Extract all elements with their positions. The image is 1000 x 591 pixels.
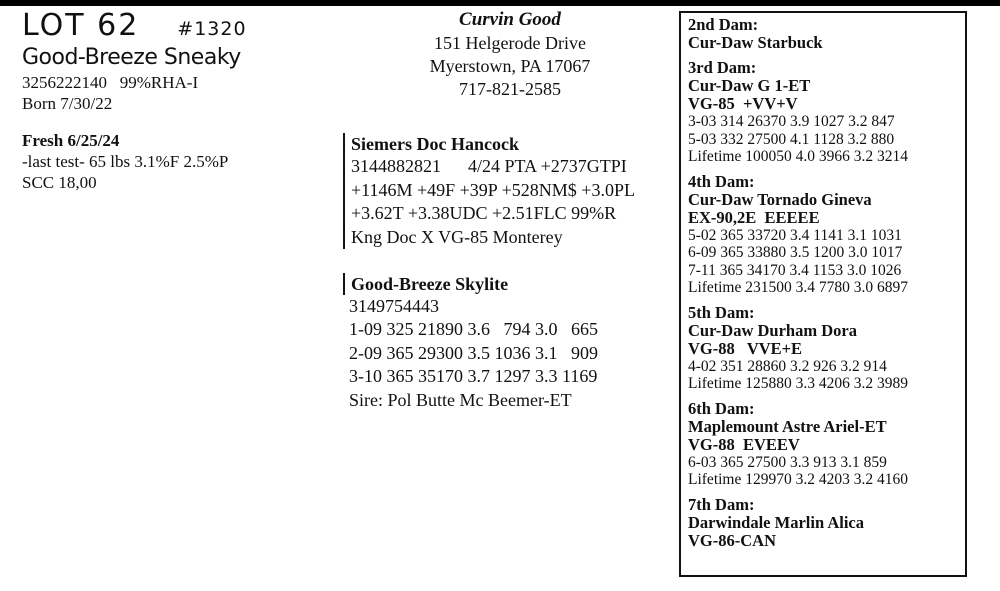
dam-registration: 3149754443	[349, 296, 439, 316]
pedigree-dam	[688, 496, 965, 550]
pedigree-dam	[688, 400, 965, 489]
pedigree-dam-label: 6th Dam:	[688, 398, 755, 418]
dam-sire: Sire: Pol Butte Mc Beemer-ET	[349, 390, 572, 410]
pedigree-dam-record: Lifetime 125880 3.3 4206 3.2 3989	[688, 375, 908, 392]
lot-header	[22, 10, 332, 193]
pedigree-dam-record: 5-03 332 27500 4.1 1128 3.2 880	[688, 130, 895, 148]
pedigree-dam-name: Darwindale Marlin Alica	[688, 512, 864, 532]
sire-line: +3.62T +3.38UDC +2.51FLC 99%R	[351, 203, 617, 223]
pedigree-dam-name: VG-88 VVE+E	[688, 338, 803, 358]
pedigree-dam-name: VG-88 EVEEV	[688, 434, 800, 454]
cow-name: Good-Breeze Sneaky	[22, 45, 241, 70]
pedigree-dam-name: Maplemount Astre Ariel-ET	[688, 416, 887, 436]
fresh-date: Fresh 6/25/24	[22, 131, 120, 150]
dam-block	[343, 273, 671, 295]
top-rule	[0, 0, 1000, 6]
breeder-phone: 717-821-2585	[459, 79, 561, 99]
sire-name: Siemers Doc Hancock	[351, 134, 519, 154]
sire-line: 3144882821 4/24 PTA +2737GTPI	[351, 156, 627, 176]
pedigree-dam-record: 7-11 365 34170 3.4 1153 3.0 1026	[688, 261, 902, 279]
breeder-street: 151 Helgerode Drive	[434, 33, 586, 53]
pedigree-dam-name: VG-86-CAN	[688, 530, 776, 550]
pedigree-dam	[688, 16, 965, 52]
pedigree-dam	[688, 304, 965, 393]
breeder-info	[400, 8, 620, 101]
pedigree-dam-name: Cur-Daw Tornado Gineva	[688, 189, 872, 209]
scc: SCC 18,00	[22, 173, 97, 192]
pedigree-dam-name: Cur-Daw G 1-ET	[688, 76, 811, 95]
pedigree-dam-record: 5-02 365 33720 3.4 1141 3.1 1031	[688, 226, 902, 244]
pedigree-dam-label: 5th Dam:	[688, 302, 755, 322]
pedigree-dam-name: EX-90,2E EEEEE	[688, 207, 820, 227]
pedigree-dam	[688, 173, 965, 297]
sire-block	[343, 133, 671, 249]
dam-record: 3-10 365 35170 3.7 1297 3.3 1169	[349, 366, 598, 386]
pedigree-dam-label: 3rd Dam:	[688, 58, 757, 77]
pedigree-dam	[688, 59, 965, 166]
pedigree-box	[679, 11, 967, 577]
last-test: -last test- 65 lbs 3.1%F 2.5%P	[22, 152, 229, 171]
breeder-name: Curvin Good	[459, 9, 561, 30]
pedigree-dam-record: 6-09 365 33880 3.5 1200 3.0 1017	[688, 244, 903, 261]
sire-line: Kng Doc X VG-85 Monterey	[351, 226, 563, 247]
pedigree-dam-label: 2nd Dam:	[688, 15, 759, 34]
sire-line: +1146M +49F +39P +528NM$ +3.0PL	[351, 179, 635, 200]
pedigree-dam-name: Cur-Daw Starbuck	[688, 33, 823, 52]
dam-record: 1-09 325 21890 3.6 794 3.0 665	[349, 319, 598, 339]
birth-date: Born 7/30/22	[22, 94, 113, 113]
pedigree-dam-record: 3-03 314 26370 3.9 1027 3.2 847	[688, 113, 895, 130]
pedigree-dam-name: Cur-Daw Durham Dora	[688, 320, 857, 340]
pedigree-dam-name: VG-85 +VV+V	[688, 94, 798, 113]
pedigree-dam-record: 6-03 365 27500 3.3 913 3.1 859	[688, 453, 887, 471]
breeder-city: Myerstown, PA 17067	[429, 56, 591, 76]
pedigree-dam-record: 4-02 351 28860 3.2 926 3.2 914	[688, 357, 887, 375]
lot-number: #1320	[177, 18, 247, 40]
lot-title: LOT 62	[22, 8, 140, 43]
pedigree-dam-record: Lifetime 231500 3.4 7780 3.0 6897	[688, 279, 908, 296]
registration-line: 3256222140 99%RHA-I	[22, 73, 199, 92]
lot-title-row	[22, 10, 332, 42]
dam-record: 2-09 365 29300 3.5 1036 3.1 909	[349, 343, 598, 363]
pedigree-dam-label: 7th Dam:	[688, 494, 755, 514]
pedigree-dam-record: Lifetime 100050 4.0 3966 3.2 3214	[688, 148, 908, 165]
dam-name: Good-Breeze Skylite	[351, 274, 509, 294]
pedigree-dam-record: Lifetime 129970 3.2 4203 3.2 4160	[688, 471, 908, 488]
pedigree-dam-label: 4th Dam:	[688, 171, 755, 191]
